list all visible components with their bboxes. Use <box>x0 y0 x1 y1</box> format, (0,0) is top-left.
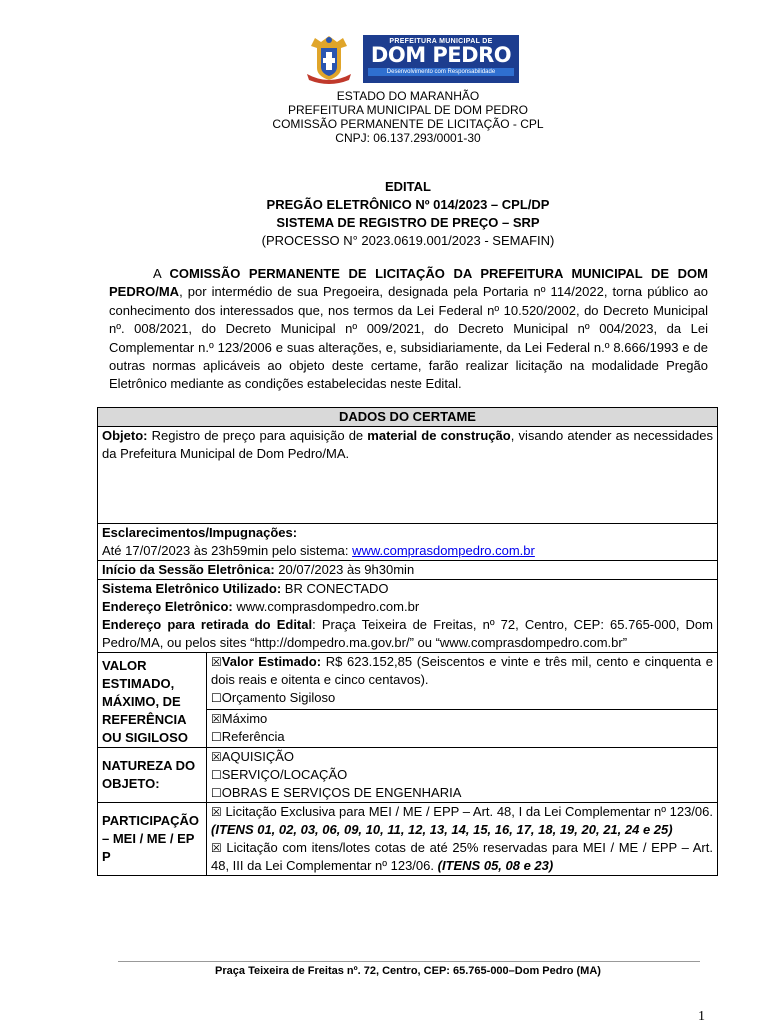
participacao-cell <box>207 803 718 876</box>
header-logos <box>0 34 770 86</box>
obras-option: OBRAS E SERVIÇOS DE ENGENHARIA <box>221 785 462 800</box>
table-heading: DADOS DO CERTAME <box>98 408 718 427</box>
checkbox-unchecked-icon[interactable]: ☐ <box>211 729 222 744</box>
objeto-post: , visando atender as necessidades da Prefeitura Municipal de Dom Pedro/MA. <box>102 428 713 461</box>
title-srp: SISTEMA DE REGISTRO DE PREÇO – SRP <box>276 215 540 230</box>
page-number: 1 <box>698 1009 705 1024</box>
orcamento-sigiloso-option: Orçamento Sigiloso <box>221 690 336 705</box>
inicio-cell <box>98 561 718 580</box>
valor-estimado-cell <box>207 653 718 710</box>
sistema-label: Sistema Eletrônico Utilizado: <box>102 581 282 596</box>
esclarecimentos-cell <box>98 524 718 561</box>
sistema-cell <box>98 580 718 653</box>
banner-name-text: DOM PEDRO <box>370 43 512 67</box>
valor-estimado-label: Valor Estimado: <box>221 654 322 669</box>
esclarecimentos-text: Até 17/07/2023 às 23h59min pelo sistema: <box>102 543 353 558</box>
banner-slogan-text: Desenvolvimento com Responsabilidade <box>368 68 514 76</box>
intro-paragraph <box>109 265 708 394</box>
municipal-banner-logo <box>363 35 519 83</box>
header-commission: COMISSÃO PERMANENTE DE LICITAÇÃO - CPL <box>272 117 544 131</box>
title-edital: EDITAL <box>385 179 431 194</box>
sistema-text: BR CONECTADO <box>281 581 389 596</box>
certame-table <box>97 407 718 876</box>
objeto-label: Objeto: <box>102 428 148 443</box>
header-prefeitura: PREFEITURA MUNICIPAL DE DOM PEDRO <box>287 103 529 117</box>
objeto-pre: Registro de preço para aquisição de <box>147 428 368 443</box>
header-cnpj: CNPJ: 06.137.293/0001-30 <box>335 131 481 145</box>
checkbox-unchecked-icon[interactable]: ☐ <box>211 786 222 800</box>
banner-top-text: PREFEITURA MUNICIPAL DE <box>389 38 493 45</box>
header-state: ESTADO DO MARANHÃO <box>336 89 480 103</box>
endereco-label: Endereço Eletrônico: <box>102 599 233 614</box>
cotas-itens: (ITENS 05, 08 e 23) <box>437 858 554 873</box>
institution-header <box>0 89 770 145</box>
retirada-text: : Praça Teixeira de Freitas, nº 72, Centro, CEP: 65.765-000, Dom Pedro/MA, ou pelos sites “http://dompedro.ma.gov.br/” ou “www.comprasdompedro.com.br” <box>102 617 713 650</box>
checkbox-checked-icon[interactable]: ☒ <box>211 655 222 669</box>
checkbox-unchecked-icon[interactable]: ☐ <box>211 691 222 705</box>
valor-estimado-text: R$ 623.152,85 (Seiscentos e vinte e três mil, cento e cinquenta e dois reais e oitenta e cinco centavos). <box>211 654 713 687</box>
inicio-label: Início da Sessão Eletrônica: <box>102 562 275 577</box>
municipal-crest-icon <box>303 34 355 84</box>
endereco-text: www.comprasdompedro.com.br <box>232 599 420 614</box>
intro-lead: A <box>153 266 161 281</box>
cotas-text: Licitação com itens/lotes cotas de até 25% reservadas para MEI / ME / EPP – Art. 48, III da Lei Complementar nº 123/06. <box>211 840 713 873</box>
checkbox-checked-icon[interactable]: ☒ <box>211 750 222 764</box>
exclusiva-text: Licitação Exclusiva para MEI / ME / EPP – Art. 48, I da Lei Complementar nº 123/06. <box>221 804 713 819</box>
title-processo: (PROCESSO N° 2023.0619.001/2023 - SEMAFIN) <box>261 233 555 248</box>
valor-label: VALOR ESTIMADO, MÁXIMO, DE REFERÊNCIA OU SIGILOSO <box>98 653 207 748</box>
referencia-option: Referência <box>221 728 285 744</box>
retirada-label: Endereço para retirada do Edital <box>102 617 313 632</box>
compras-link[interactable]: www.comprasdompedro.com.br <box>352 543 535 558</box>
participacao-label: PARTICIPAÇÃO – MEI / ME / EPP <box>98 803 207 876</box>
objeto-cell <box>98 427 718 524</box>
natureza-cell <box>207 748 718 803</box>
checkbox-checked-icon[interactable]: ☒ <box>211 711 222 726</box>
esclarecimentos-label: Esclarecimentos/Impugnações: <box>102 525 298 540</box>
checkbox-checked-icon[interactable]: ☒ <box>211 805 222 819</box>
footer-divider <box>118 961 700 962</box>
aquisicao-option: AQUISIÇÃO <box>221 749 295 764</box>
maximo-cell <box>207 709 718 747</box>
exclusiva-itens: (ITENS 01, 02, 03, 06, 09, 10, 11, 12, 13, 14, 15, 16, 17, 18, 19, 20, 21, 24 e 25) <box>211 822 673 837</box>
intro-bold: COMISSÃO PERMANENTE DE LICITAÇÃO DA PREFEITURA MUNICIPAL DE DOM PEDRO/MA <box>109 266 708 300</box>
footer-address: Praça Teixeira de Freitas nº. 72, Centro, CEP: 65.765-000–Dom Pedro (MA) <box>215 965 601 977</box>
checkbox-unchecked-icon[interactable]: ☐ <box>211 768 222 782</box>
servico-option: SERVIÇO/LOCAÇÃO <box>221 767 348 782</box>
title-pregao: PREGÃO ELETRÔNICO Nº 014/2023 – CPL/DP <box>266 197 550 212</box>
intro-rest: , por intermédio de sua Pregoeira, designada pela Portaria nº 114/2022, torna público ao conhecimento dos interessados que, nos termos da Lei Federal nº 10.520/2002, do Decreto Municipal nº. 008/2021, do Decreto Municipal nº 009/2021, do Decreto Municipal nº 004/2023, da Lei Complementar n.º 123/2006 e suas alterações, e, subsidiariamente, da Lei Federal n.º 8.666/1993 e de outras normas aplicáveis ao objeto deste certame, farão realizar licitação na modalidade Pregão Eletrônico mediante as condições estabelecidas neste Edital. <box>109 284 708 392</box>
maximo-option: Máximo <box>221 710 268 726</box>
objeto-bold: material de construção <box>367 428 511 443</box>
checkbox-checked-icon[interactable]: ☒ <box>211 841 222 855</box>
natureza-label: NATUREZA DO OBJETO: <box>98 748 207 803</box>
inicio-text: 20/07/2023 às 9h30min <box>274 562 415 577</box>
document-title <box>0 178 770 250</box>
